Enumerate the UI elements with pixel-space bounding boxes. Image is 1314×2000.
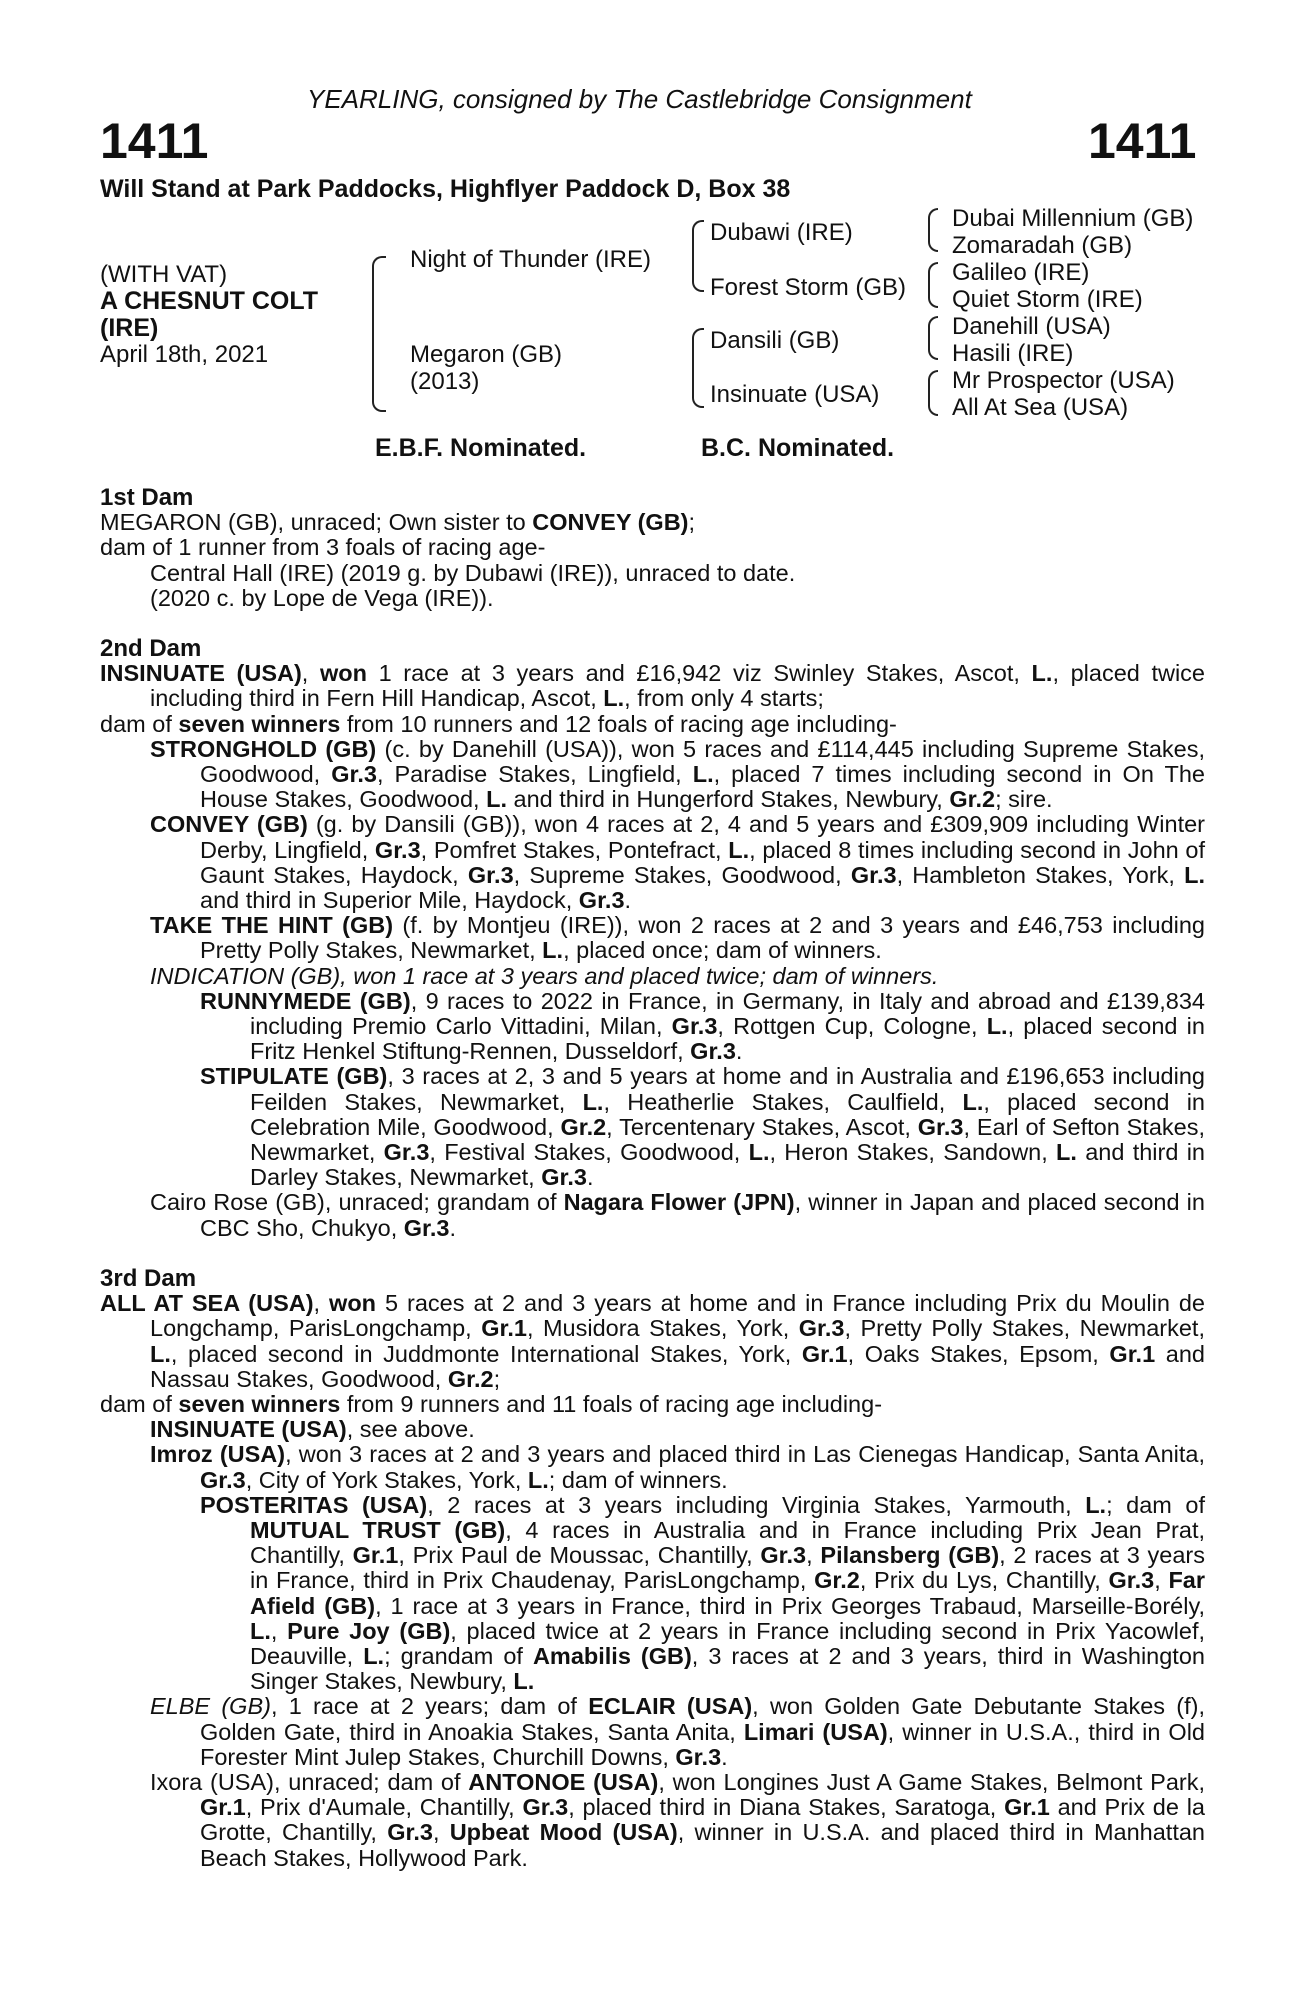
stand-location: Will Stand at Park Paddocks, Highflyer Paddock D, Box 38: [100, 175, 791, 203]
progeny-convey: CONVEY (GB) (g. by Dansili (GB)), won 4 races at 2, 4 and 5 years and £309,909 including Winter Derby, Lingfield, Gr.3, Pomfret Stakes, Pontefract, L., placed 8 times including second in John of Gaunt Stakes, Haydock, Gr.3, Supreme Stakes, Goodwood, Gr.3, Hambleton Stakes, York, L. and third in Superior Mile, Haydock, Gr.3.: [150, 811, 1205, 914]
progeny-ixora: Ixora (USA), unraced; dam of ANTONOE (USA), won Longines Just A Game Stakes, Belmont Park, Gr.1, Prix d'Aumale, Chantilly, Gr.3, placed third in Diana Stakes, Saratoga, Gr.1 and Prix de la Grotte, Chantilly, Gr.3, Upbeat Mood (USA), winner in U.S.A. and placed third in Manhattan Beach Stakes, Hollywood Park.: [150, 1768, 1206, 1871]
lot-number-left: 1411: [100, 113, 209, 169]
horse-dob: April 18th, 2021: [100, 341, 269, 368]
second-dam-entry: INSINUATE (USA), won 1 race at 3 years and £16,942 viz Swinley Stakes, Ascot, L., placed twice including third in Fern Hill Handicap, Ascot, L., from only 4 starts;: [100, 660, 1205, 712]
pedigree-brace-dam: [692, 328, 704, 408]
ebf-nominated: E.B.F. Nominated.: [375, 434, 587, 462]
catalogue-text: [100, 485, 1205, 1871]
first-dam-heading: 1st Dam: [100, 484, 194, 511]
third-dam-heading: 3rd Dam: [100, 1264, 197, 1292]
pedigree-ss: Dubawi (IRE): [710, 219, 853, 246]
pedigree-dds: Mr Prospector (USA): [952, 367, 1175, 394]
pedigree-brace-sd: [928, 262, 938, 308]
vat-label: (WITH VAT): [100, 261, 228, 288]
pedigree-dam-year: (2013): [410, 368, 480, 395]
pedigree-sire: Night of Thunder (IRE): [410, 246, 651, 273]
consigned-line: YEARLING, consigned by The Castlebridge Consignment: [307, 84, 972, 114]
pedigree-dsd: Hasili (IRE): [952, 340, 1074, 367]
horse-country: (IRE): [100, 314, 159, 342]
first-dam-progeny: Central Hall (IRE) (2019 g. by Dubawi (IRE)), unraced to date.: [150, 559, 796, 586]
pedigree-brace-main: [372, 256, 386, 412]
progeny-elbe: ELBE (GB), 1 race at 2 years; dam of ECLAIR (USA), won Golden Gate Debutante Stakes (f), Golden Gate, third in Anoakia Stakes, Santa Anita, Limari (USA), winner in U.S.A., third in Old Forester Mint Julep Stakes, Churchill Downs, Gr.3.: [150, 1693, 1205, 1770]
pedigree-brace-dd: [928, 370, 938, 416]
second-dam-heading: 2nd Dam: [100, 635, 202, 663]
third-dam-foals: dam of seven winners from 9 runners and 11 foals of racing age including-: [100, 1390, 883, 1417]
progeny-cairo-rose: Cairo Rose (GB), unraced; grandam of Nagara Flower (JPN), winner in Japan and placed second in CBC Sho, Chukyo, Gr.3.: [150, 1189, 1205, 1241]
pedigree-ddd: All At Sea (USA): [952, 394, 1129, 421]
progeny-indication: INDICATION (GB), won 1 race at 3 years and placed twice; dam of winners.: [150, 962, 939, 989]
progeny-insinuate: INSINUATE (USA), see above.: [150, 1416, 475, 1443]
pedigree-sds: Galileo (IRE): [952, 259, 1090, 286]
pedigree-dd: Insinuate (USA): [710, 381, 880, 408]
progeny-posteritas: POSTERITAS (USA), 2 races at 3 years including Virginia Stakes, Yarmouth, L.; dam of MUTUAL TRUST (GB), 4 races in Australia and in France including Prix Jean Prat, Chantilly, Gr.1, Prix Paul de Moussac, Chantilly, Gr.3, Pilansberg (GB), 2 races at 3 years in France, third in Prix Chaudenay, ParisLongchamp, Gr.2, Prix du Lys, Chantilly, Gr.3, Far Afield (GB), 1 race at 3 years in France, third in Prix Georges Trabaud, Marseille-Borély, L., Pure Joy (GB), placed twice at 2 years in France including second in Prix Yacowlef, Deauville, L.; grandam of Amabilis (GB), 3 races at 2 and 3 years, third in Washington Singer Stakes, Newbury, L.: [200, 1491, 1206, 1695]
progeny-stronghold: STRONGHOLD (GB) (c. by Danehill (USA)), won 5 races and £114,445 including Supreme Stakes, Goodwood, Gr.3, Paradise Stakes, Lingfield, L., placed 7 times including second in On The House Stakes, Goodwood, L. and third in Hungerford Stakes, Newbury, Gr.2; sire.: [150, 735, 1205, 813]
progeny-take-the-hint: TAKE THE HINT (GB) (f. by Montjeu (IRE)), won 2 races at 2 and 3 years and £46,753 including Pretty Polly Stakes, Newmarket, L., placed once; dam of winners.: [150, 912, 1205, 964]
pedigree-sdd: Quiet Storm (IRE): [952, 286, 1143, 313]
progeny-imroz: Imroz (USA), won 3 races at 2 and 3 years and placed third in Las Cienegas Handicap, Santa Anita, Gr.3, City of York Stakes, York, L.; dam of winners.: [150, 1441, 1205, 1493]
pedigree-brace-ss: [928, 208, 938, 252]
progeny-stipulate: STIPULATE (GB), 3 races at 2, 3 and 5 years at home and in Australia and £196,653 including Feilden Stakes, Newmarket, L., Heatherlie Stakes, Caulfield, L., placed second in Celebration Mile, Goodwood, Gr.2, Tercentenary Stakes, Ascot, Gr.3, Earl of Sefton Stakes, Newmarket, Gr.3, Festival Stakes, Goodwood, L., Heron Stakes, Sandown, L. and third in Darley Stakes, Newmarket, Gr.3.: [200, 1063, 1206, 1191]
horse-name: A CHESNUT COLT: [100, 287, 319, 315]
pedigree-ssd: Zomaradah (GB): [952, 232, 1133, 259]
third-dam-entry: ALL AT SEA (USA), won 5 races at 2 and 3 years at home and in France including Prix du Moulin de Longchamp, ParisLongchamp, Gr.1, Musidora Stakes, York, Gr.3, Pretty Polly Stakes, Newmarket, L., placed second in Juddmonte International Stakes, York, Gr.1, Oaks Stakes, Epsom, Gr.1 and Nassau Stakes, Goodwood, Gr.2;: [100, 1290, 1205, 1392]
pedigree-brace-ds: [928, 316, 938, 360]
pedigree-ds: Dansili (GB): [710, 327, 840, 354]
pedigree-dam: Megaron (GB): [410, 341, 563, 368]
second-dam-foals: dam of seven winners from 10 runners and 12 foals of racing age including-: [100, 710, 897, 737]
pedigree-sd: Forest Storm (GB): [710, 274, 907, 301]
first-dam-foals: dam of 1 runner from 3 foals of racing age-: [100, 534, 546, 561]
lot-number-right: 1411: [1088, 113, 1197, 169]
pedigree-dss: Danehill (USA): [952, 313, 1111, 340]
first-dam-line: MEGARON (GB), unraced; Own sister to CONVEY (GB);: [100, 509, 696, 536]
pedigree-sss: Dubai Millennium (GB): [952, 205, 1194, 232]
first-dam-progeny: (2020 c. by Lope de Vega (IRE)).: [150, 584, 494, 611]
progeny-runnymede: RUNNYMEDE (GB), 9 races to 2022 in France, in Germany, in Italy and abroad and £139,834 including Premio Carlo Vittadini, Milan, Gr.3, Rottgen Cup, Cologne, L., placed second in Fritz Henkel Stiftung-Rennen, Dusseldorf, Gr.3.: [200, 987, 1205, 1065]
bc-nominated: B.C. Nominated.: [701, 434, 895, 462]
pedigree-brace-sire: [692, 220, 704, 292]
